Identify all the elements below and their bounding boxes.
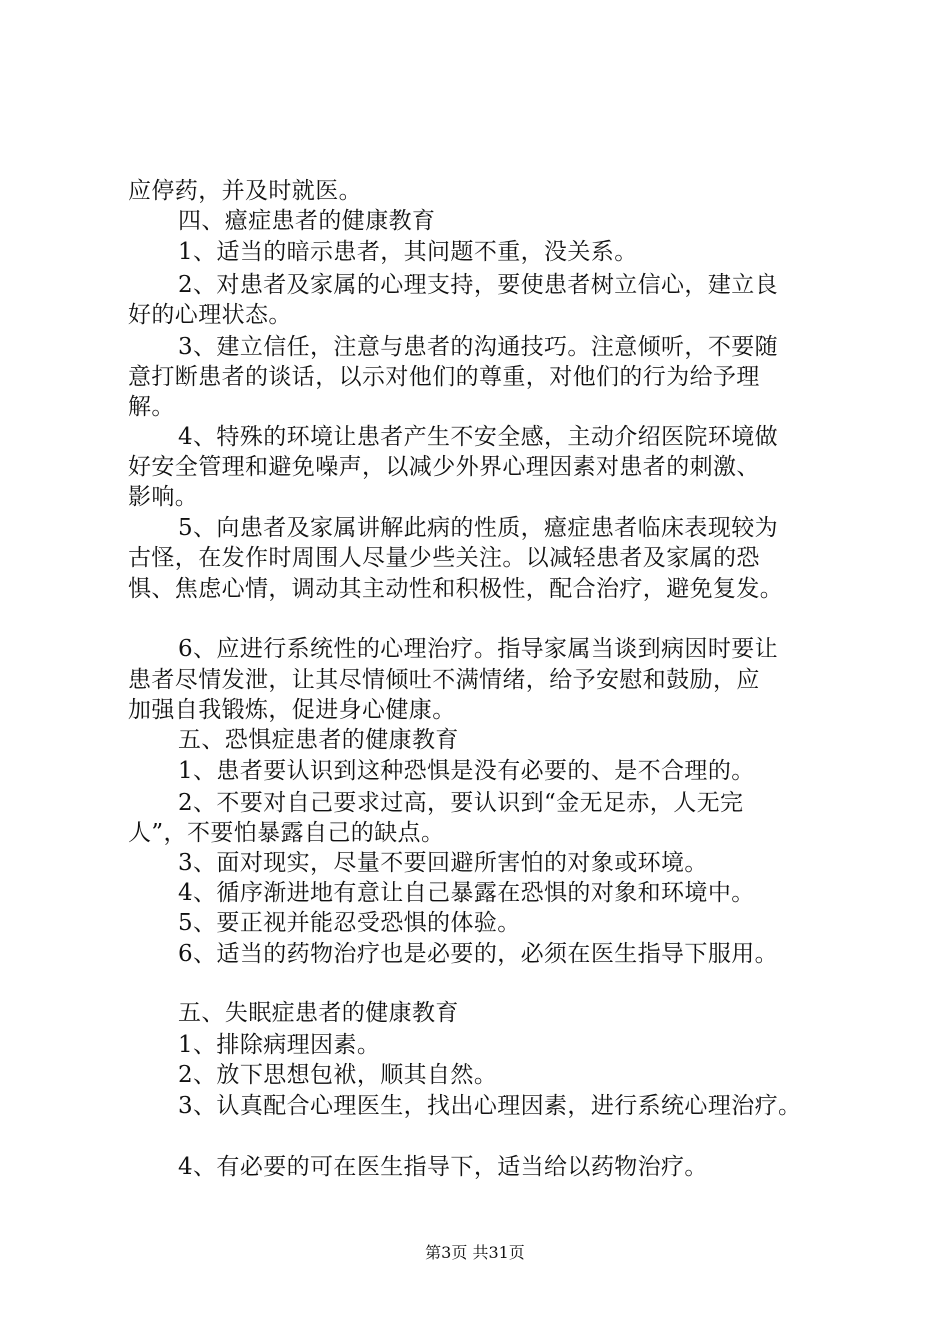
text-line: 2、放下思想包袱，顺其自然。 <box>178 1062 498 1088</box>
text-line: 解。 <box>128 394 175 420</box>
section-heading: 五、失眠症患者的健康教育 <box>178 1000 459 1026</box>
text-line: 加强自我锻炼，促进身心健康。 <box>128 697 456 723</box>
text-line: 4、特殊的环境让患者产生不安全感，主动介绍医院环境做 <box>178 424 779 450</box>
page-number-footer: 第3页 共31页 <box>425 1243 525 1262</box>
text-line: 1、排除病理因素。 <box>178 1032 381 1058</box>
text-line: 3、面对现实，尽量不要回避所害怕的对象或环境。 <box>178 850 708 876</box>
text-line: 6、应进行系统性的心理治疗。指导家属当谈到病因时要让 <box>178 636 779 662</box>
text-line: 4、有必要的可在医生指导下，适当给以药物治疗。 <box>178 1154 708 1180</box>
text-line: 1、适当的暗示患者，其问题不重，没关系。 <box>178 239 638 265</box>
text-line: 人”，不要怕暴露自己的缺点。 <box>128 820 445 846</box>
text-line: 4、循序渐进地有意让自己暴露在恐惧的对象和环境中。 <box>178 880 755 906</box>
text-line: 好安全管理和避免噪声，以减少外界心理因素对患者的刺激、 <box>128 454 760 480</box>
text-line: 5、要正视并能忍受恐惧的体验。 <box>178 910 521 936</box>
section-heading: 四、癔症患者的健康教育 <box>178 208 436 234</box>
text-line: 1、患者要认识到这种恐惧是没有必要的、是不合理的。 <box>178 758 755 784</box>
text-line: 5、向患者及家属讲解此病的性质，癔症患者临床表现较为 <box>178 515 779 541</box>
text-line: 好的心理状态。 <box>128 302 292 328</box>
text-line: 2、不要对自己要求过高，要认识到“金无足赤，人无完 <box>178 790 744 816</box>
text-line: 影响。 <box>128 484 199 510</box>
text-line: 3、认真配合心理医生，找出心理因素，进行系统心理治疗。 <box>178 1093 802 1119</box>
text-line: 6、适当的药物治疗也是必要的，必须在医生指导下服用。 <box>178 941 779 967</box>
text-line: 2、对患者及家属的心理支持，要使患者树立信心，建立良 <box>178 272 779 298</box>
text-line: 3、建立信任，注意与患者的沟通技巧。注意倾听，不要随 <box>178 334 779 360</box>
section-heading: 五、恐惧症患者的健康教育 <box>178 727 459 753</box>
text-line: 意打断患者的谈话，以示对他们的尊重，对他们的行为给予理 <box>128 364 760 390</box>
text-line: 惧、焦虑心情，调动其主动性和积极性，配合治疗，避免复发。 <box>128 576 784 602</box>
text-line: 患者尽情发泄，让其尽情倾吐不满情绪，给予安慰和鼓励，应 <box>128 667 760 693</box>
text-line: 古怪，在发作时周围人尽量少些关注。以减轻患者及家属的恐 <box>128 545 760 571</box>
text-line: 应停药，并及时就医。 <box>128 178 362 204</box>
